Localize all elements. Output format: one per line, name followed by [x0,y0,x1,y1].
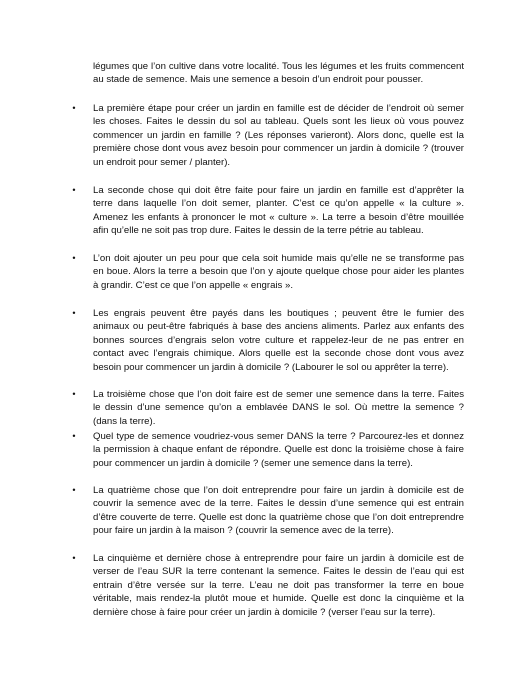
list-item-text: La première étape pour créer un jardin en famille est de décider de l’endroit où semer les choses. Faites le dessin du sol au tableau. Quels sont les lieux où vous pouvez commencer un jardin en famille ? (Les réponses varieront). Alors donc, quelle est la première chose dont vous avez besoin pour commencer un jardin à domicile ? (trouver un endroit pour semer / planter). [93,103,464,168]
list-item-text: La quatrième chose que l’on doit entreprendre pour faire un jardin à domicile est de couvrir la semence avec de la terre. Faites le dessin d’une semence qui est entrain d’être couverte de terre. Quelle est donc la quatrième chose que l’on doit entreprendre pour faire un jardin à la maison ? (couvrir la semence avec de la terre). [93,485,464,537]
list-item [72,484,464,538]
list-item [72,430,464,470]
list-item-text: La seconde chose qui doit être faite pour faire un jardin en famille est d’apprêter la terre dans laquelle l’on doit semer, planter. C’est ce qu’on appelle « la culture ». Amenez les enfants à prononcer le mot « culture ». La terre a besoin d’être mouillée afin qu’elle ne soit pas trop dure. Faites le dessin de la terre pétrie au tableau. [93,185,464,237]
bullet-marker: • [72,485,76,495]
list-item-text: L’on doit ajouter un peu pour que cela soit humide mais qu’elle ne se transforme pas en boue. Alors la terre a besoin que l’on y ajoute quelque chose pour aider les plantes à grandir. C’est ce que l’on appelle « engrais ». [93,253,464,291]
bullet-marker: • [72,553,76,563]
bullet-marker: • [72,103,76,113]
list-item [72,307,464,374]
list-item [72,552,464,619]
list-item-text: La troisième chose que l’on doit faire est de semer une semence dans la terre. Faites le dessin d’une semence qu’on a emblavée DANS le sol. Où mettre la semence ? (dans la terre). [93,389,464,427]
bullet-marker: • [72,185,76,195]
bullet-marker: • [72,389,76,399]
bullet-marker: • [72,308,76,318]
intro-paragraph: légumes que l’on cultive dans votre localité. Tous les légumes et les fruits commencent au stade de semence. Mais une semence a besoin d’un endroit pour pousser. [93,61,464,86]
list-item-text: La cinquième et dernière chose à entreprendre pour faire un jardin à domicile est de verser de l’eau SUR la terre contenant la semence. Faites le dessin de l’eau qui est entrain d’être versée sur la terre. L’eau ne doit pas transformer la terre en boue véritable, mais rendez-la plutôt moue et humide. Quelle est donc la cinquième et la dernière chose à faire pour créer un jardin à domicile ? (verser l’eau sur la terre). [93,553,464,618]
list-item-text: Quel type de semence voudriez-vous semer DANS la terre ? Parcourez-les et donnez la permission à chaque enfant de répondre. Quelle est donc la troisième chose à faire pour commencer un jardin à domicile ? (semer une semence dans la terre). [93,431,464,469]
list-item [72,184,464,238]
list-item [72,252,464,292]
bullet-marker: • [72,253,76,263]
list-item [72,102,464,169]
list-item-text: Les engrais peuvent être payés dans les boutiques ; peuvent être le fumier des animaux ou peut-être fabriqués à base des anciens aliments. Parlez aux enfants des bonnes sources d’engrais selon votre culture et rappelez-leur de ne pas entrer en contact avec l’engrais chimique. Alors quelle est la seconde chose dont vous avez besoin pour commencer un jardin à domicile ? (Labourer le sol ou apprêter la terre). [93,308,464,373]
bullet-marker: • [72,431,76,441]
list-item [72,388,464,428]
